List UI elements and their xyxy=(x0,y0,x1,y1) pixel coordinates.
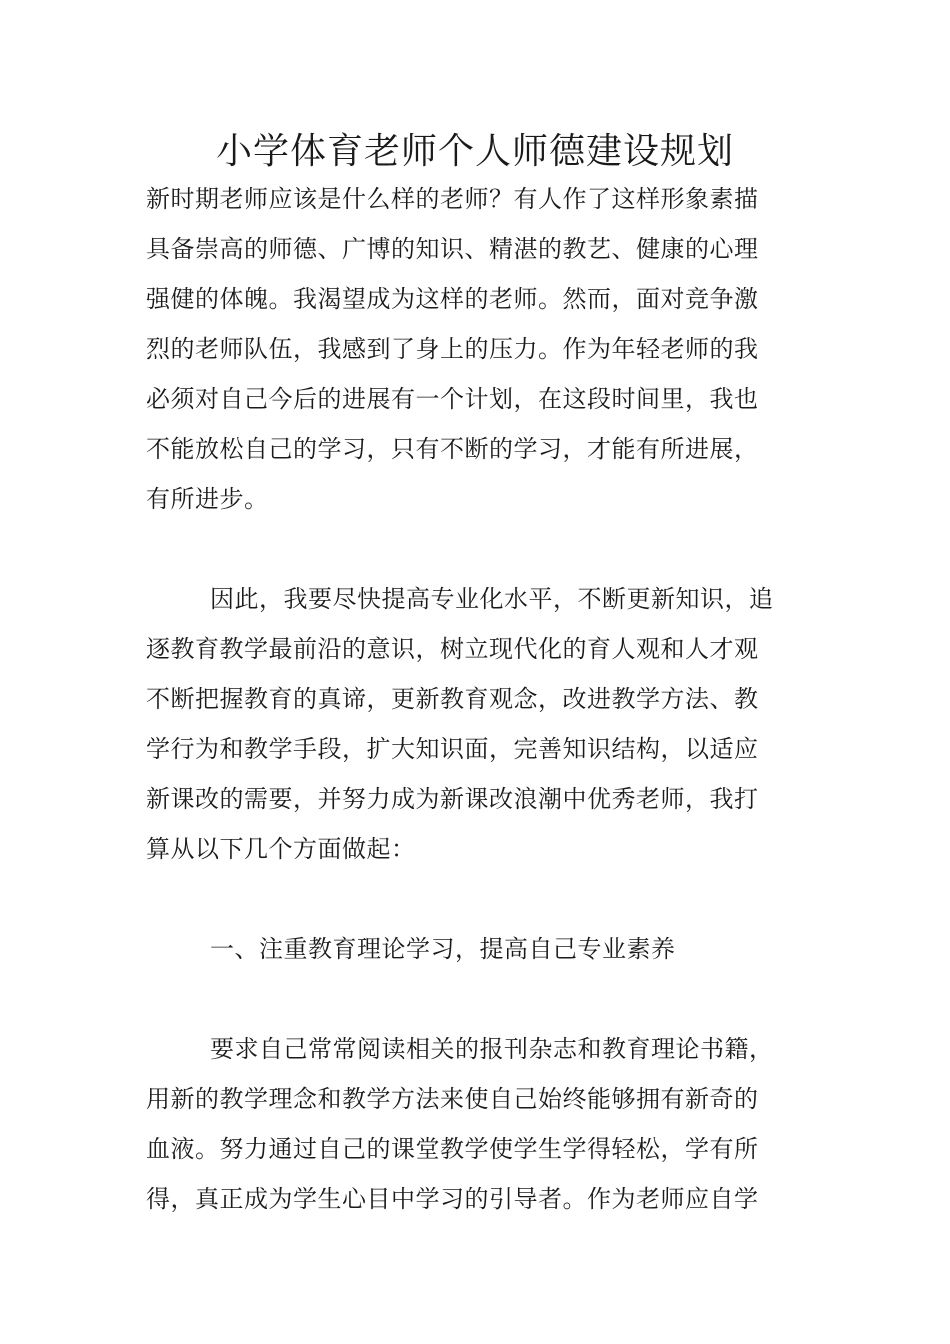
paragraph-2-line: 学行为和教学手段，扩大知识面，完善知识结构，以适应 xyxy=(146,735,759,763)
paragraph-1-line: 具备崇高的师德、广博的知识、精湛的教艺、健康的心理 xyxy=(146,235,759,263)
paragraph-2-line: 新课改的需要，并努力成为新课改浪潮中优秀老师，我打 xyxy=(146,785,759,813)
paragraph-2-line: 逐教育教学最前沿的意识，树立现代化的育人观和人才观 xyxy=(146,635,759,663)
paragraph-1-line: 必须对自己今后的进展有一个计划，在这段时间里，我也 xyxy=(146,385,759,413)
paragraph-1-line: 新时期老师应该是什么样的老师？有人作了这样形象素描 xyxy=(146,185,759,213)
paragraph-1-line: 强健的体魄。我渴望成为这样的老师。然而，面对竞争激 xyxy=(146,285,759,313)
paragraph-1-line: 烈的老师队伍，我感到了身上的压力。作为年轻老师的我 xyxy=(146,335,759,363)
paragraph-3-line: 血液。努力通过自己的课堂教学使学生学得轻松，学有所 xyxy=(146,1135,759,1163)
paragraph-2-line: 因此，我要尽快提高专业化水平，不断更新知识，追 xyxy=(210,585,774,613)
paragraph-2-line: 算从以下几个方面做起： xyxy=(146,835,416,863)
paragraph-1-line: 不能放松自己的学习，只有不断的学习，才能有所进展， xyxy=(146,435,759,463)
document-title: 小学体育老师个人师德建设规划 xyxy=(215,131,734,172)
paragraph-3-line: 用新的教学理念和教学方法来使自己始终能够拥有新奇的 xyxy=(146,1085,759,1113)
paragraph-3-line: 要求自己常常阅读相关的报刊杂志和教育理论书籍， xyxy=(210,1035,774,1063)
paragraph-3-line: 得，真正成为学生心目中学习的引导者。作为老师应自学 xyxy=(146,1185,759,1213)
paragraph-1-line: 有所进步。 xyxy=(146,485,269,513)
section-heading: 一、注重教育理论学习，提高自己专业素养 xyxy=(210,935,676,963)
paragraph-2-line: 不断把握教育的真谛，更新教育观念，改进教学方法、教 xyxy=(146,685,759,713)
